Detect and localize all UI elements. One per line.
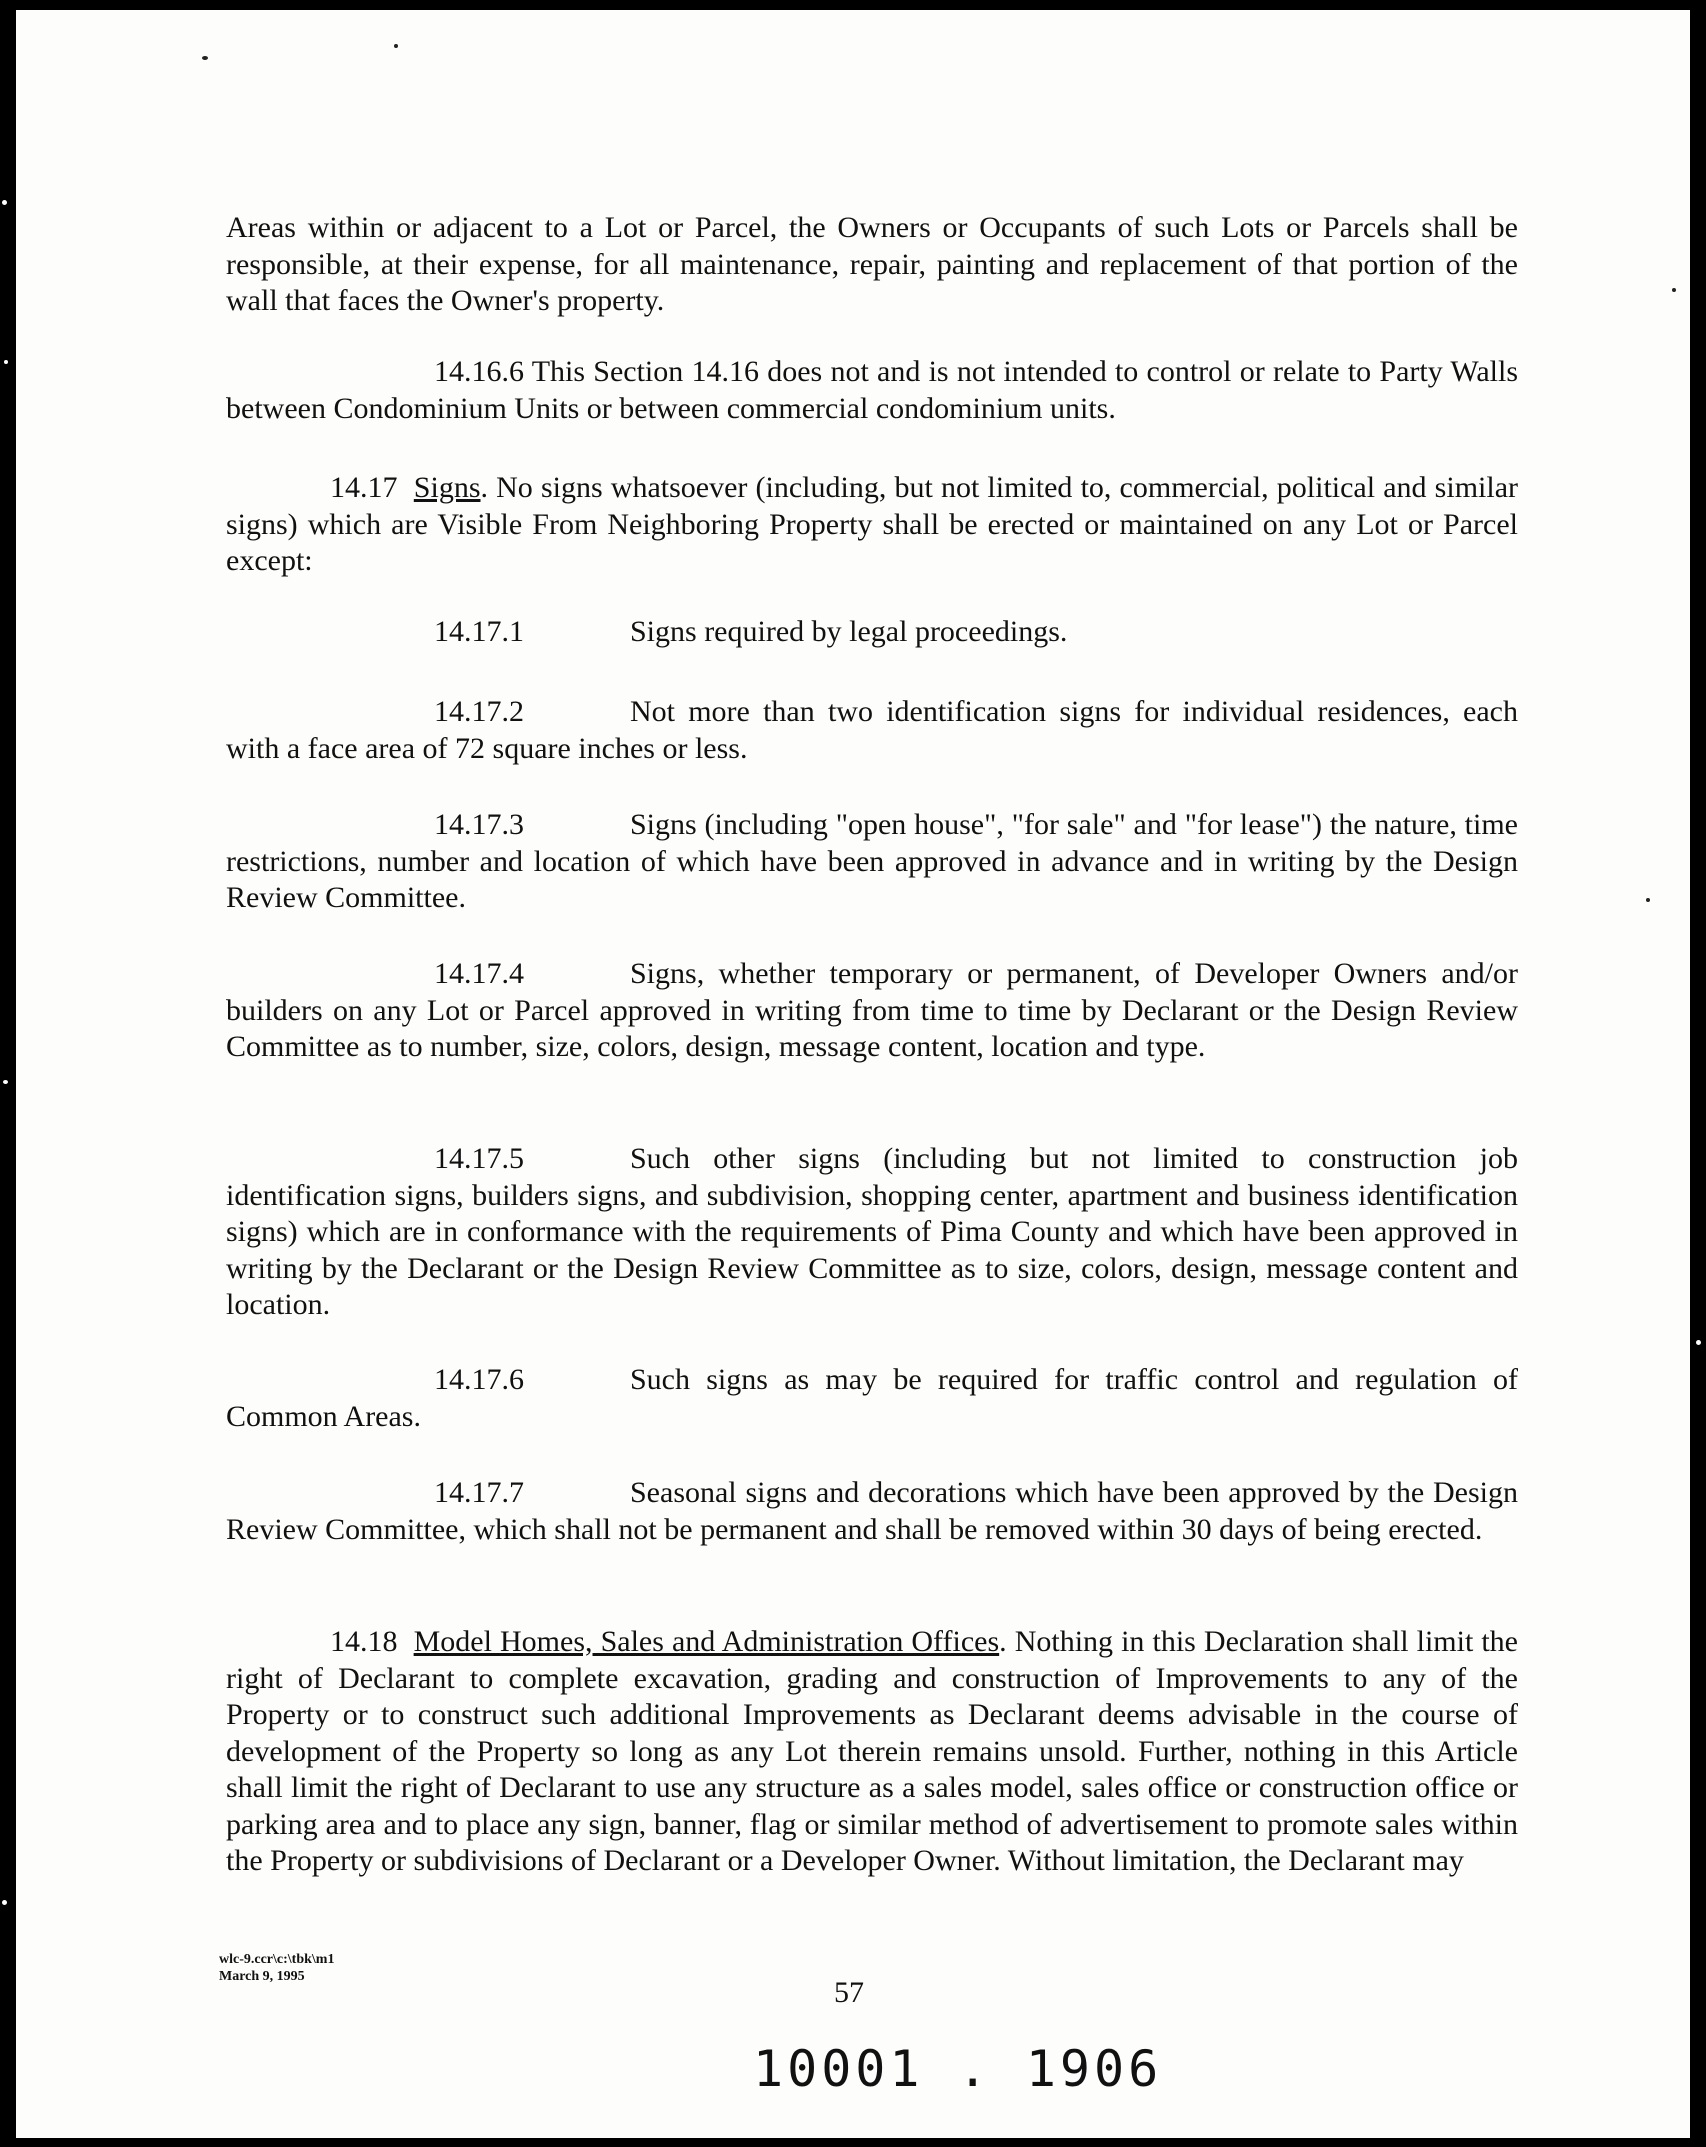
scan-speck	[1696, 1340, 1701, 1345]
section-heading: Signs	[413, 471, 481, 504]
section-14-18	[226, 1624, 1518, 1880]
paragraph-14-16-6: 14.16.6 This Section 14.16 does not and is not intended to control or relate to Party Walls between Condominium Units or between commercial condominium units.	[226, 355, 1518, 425]
file-reference: wlc-9.ccr\c:\tbk\m1	[219, 1952, 335, 1967]
item-number: 14.17.6	[434, 1363, 524, 1396]
scan-speck	[394, 44, 398, 48]
item-text: Such other signs (including but not limited to construction job identification signs, builders signs, and subdivision, shopping center, apartment and business identification signs) which are in conformance with the requirements of Pima County and which have been approved in writing by the Declarant or the Design Review Committee as to size, colors, design, message content and location.	[226, 1142, 1518, 1321]
scan-speck	[1672, 288, 1676, 292]
section-text: . Nothing in this Declaration shall limit the right of Declarant to complete excavation, grading and construction of Improvements to any of the Property or to construct such additional Improvements as Declarant deems advisable in the course of development of the Property so long as any Lot therein remains unsold. Further, nothing in this Article shall limit the right of Declarant to use any structure as a sales model, sales office or construction office or parking area and to place any sign, banner, flag or similar method of advertisement to promote sales within the Property or subdivisions of Declarant or a Developer Owner. Without limitation, the Declarant may	[226, 1625, 1518, 1877]
scan-speck	[2, 1900, 7, 1905]
scan-speck	[2, 200, 7, 205]
item-14-17-4	[226, 956, 1518, 1066]
item-14-17-1	[226, 614, 1518, 651]
paragraph-continued: Areas within or adjacent to a Lot or Parcel, the Owners or Occupants of such Lots or Parcels shall be responsible, at their expense, for all maintenance, repair, painting and replacement of that portion of the wall that faces the Owner's property.	[226, 211, 1518, 317]
item-14-17-6	[226, 1362, 1518, 1435]
item-number: 14.17.5	[434, 1142, 524, 1175]
item-text: Signs (including "open house", "for sale" and "for lease") the nature, time restrictions, number and location of which have been approved in advance and in writing by the Design Review Committee.	[226, 808, 1518, 914]
item-number: 14.17.1	[434, 615, 524, 648]
item-text: Seasonal signs and decorations which have been approved by the Design Review Committee, which shall not be permanent and shall be removed within 30 days of being erected.	[226, 1476, 1518, 1546]
document-page	[16, 10, 1690, 2138]
item-number: 14.17.2	[434, 695, 524, 728]
bates-number: 10001 . 1906	[753, 2040, 1163, 2098]
item-14-17-7	[226, 1475, 1518, 1548]
scan-speck	[202, 56, 208, 60]
item-number: 14.17.7	[434, 1476, 524, 1509]
item-text: Not more than two identification signs for individual residences, each with a face area of 72 square inches or less.	[226, 695, 1518, 765]
item-text: Signs required by legal proceedings.	[630, 615, 1068, 648]
page-number: 57	[834, 1976, 864, 2009]
scan-speck	[4, 360, 8, 364]
item-text: Such signs as may be required for traffic control and regulation of Common Areas.	[226, 1363, 1518, 1433]
section-number: 14.17	[330, 471, 398, 504]
section-14-17	[226, 470, 1518, 580]
item-text: Signs, whether temporary or permanent, of Developer Owners and/or builders on any Lot or Parcel approved in writing from time to time by Declarant or the Design Review Committee as to number, size, colors, design, message content, location and type.	[226, 957, 1518, 1063]
section-heading: Model Homes, Sales and Administration Offices	[413, 1625, 1000, 1658]
item-number: 14.17.3	[434, 808, 524, 841]
item-14-17-2	[226, 694, 1518, 767]
scan-speck	[3, 1080, 8, 1084]
section-text: . No signs whatsoever (including, but not limited to, commercial, political and similar signs) which are Visible From Neighboring Property shall be erected or maintained on any Lot or Parcel except:	[226, 471, 1519, 577]
section-number: 14.18	[330, 1625, 398, 1658]
scan-speck	[1646, 898, 1650, 902]
item-number: 14.17.4	[434, 957, 524, 990]
item-14-17-3	[226, 807, 1518, 917]
item-14-17-5	[226, 1141, 1518, 1324]
footer-date: March 9, 1995	[219, 1969, 305, 1984]
